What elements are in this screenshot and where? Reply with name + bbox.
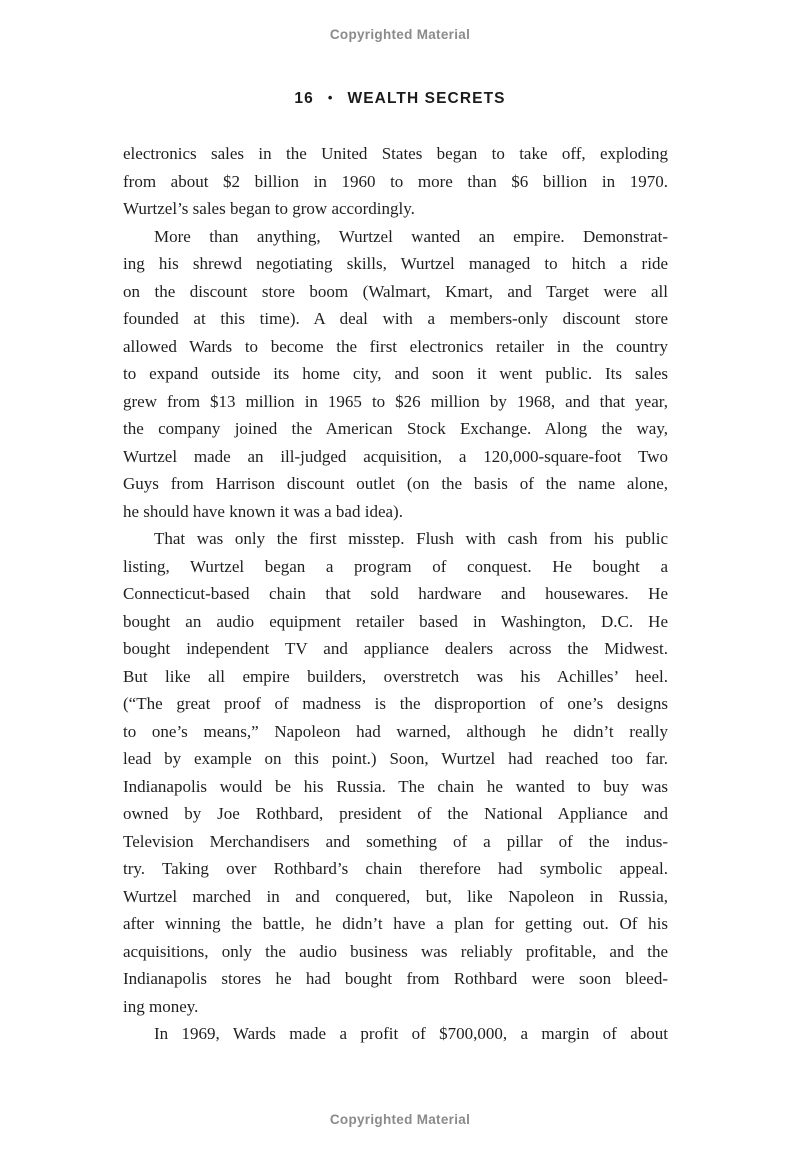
- page-number: 16: [294, 90, 314, 107]
- text-line: listing, Wurtzel began a program of conquest. He bought a: [123, 556, 668, 576]
- text-line: acquisitions, only the audio business was reliably profitable, and the: [123, 941, 668, 961]
- text-line: the company joined the American Stock Exchange. Along the way,: [123, 419, 668, 438]
- text-line: allowed Wards to become the first electronics retailer in the country: [123, 336, 668, 356]
- text-line: That was only the first misstep. Flush with cash from his public: [154, 529, 668, 548]
- text-line: try. Taking over Rothbard’s chain therefore had symbolic appeal.: [123, 859, 668, 878]
- running-head: [0, 90, 800, 108]
- text-line: More than anything, Wurtzel wanted an empire. Demonstrat-: [154, 226, 668, 246]
- text-line: Wurtzel marched in and conquered, but, like Napoleon in Russia,: [123, 886, 668, 906]
- text-line: bought an audio equipment retailer based in Washington, D.C. He: [123, 611, 668, 631]
- text-line: on the discount store boom (Walmart, Kmart, and Target were all: [123, 281, 668, 301]
- text-line: (“The great proof of madness is the disproportion of one’s designs: [123, 694, 668, 713]
- text-line: ing money.: [123, 996, 199, 1016]
- paragraph: [123, 1020, 668, 1048]
- bullet-separator: •: [327, 90, 334, 105]
- text-line: electronics sales in the United States began to take off, exploding: [123, 144, 668, 163]
- text-line: But like all empire builders, overstretch was his Achilles’ heel.: [123, 666, 668, 686]
- text-line: Wurtzel made an ill-judged acquisition, a 120,000-square-foot Two: [123, 446, 668, 466]
- text-line: In 1969, Wards made a profit of $700,000, a margin of about: [154, 1024, 668, 1043]
- paragraph: [123, 223, 668, 526]
- text-line: Indianapolis would be his Russia. The chain he wanted to buy was: [123, 776, 668, 796]
- text-line: after winning the battle, he didn’t have a plan for getting out. Of his: [123, 914, 668, 933]
- text-line: ing his shrewd negotiating skills, Wurtzel managed to hitch a ride: [123, 254, 668, 273]
- text-line: Television Merchandisers and something of a pillar of the indus-: [123, 831, 668, 851]
- text-line: from about $2 billion in 1960 to more than $6 billion in 1970.: [123, 171, 668, 191]
- body-text: [123, 140, 668, 1048]
- text-line: lead by example on this point.) Soon, Wurtzel had reached too far.: [123, 749, 668, 768]
- text-line: Wurtzel’s sales began to grow accordingly.: [123, 199, 415, 218]
- text-line: to one’s means,” Napoleon had warned, although he didn’t really: [123, 721, 668, 741]
- copyright-notice-bottom: Copyrighted Material: [329, 1112, 471, 1127]
- text-line: bought independent TV and appliance dealers across the Midwest.: [123, 639, 668, 658]
- copyright-notice-top: Copyrighted Material: [329, 27, 471, 42]
- text-line: Guys from Harrison discount outlet (on the basis of the name alone,: [123, 474, 668, 493]
- book-title: WEALTH SECRETS: [347, 90, 506, 107]
- text-line: he should have known it was a bad idea).: [123, 501, 403, 521]
- text-line: owned by Joe Rothbard, president of the National Appliance and: [123, 804, 668, 823]
- text-line: Indianapolis stores he had bought from Rothbard were soon bleed-: [123, 969, 668, 988]
- paragraph: [123, 140, 668, 223]
- text-line: grew from $13 million in 1965 to $26 million by 1968, and that year,: [123, 391, 668, 411]
- text-line: founded at this time). A deal with a members-only discount store: [123, 309, 668, 328]
- paragraph: [123, 525, 668, 1020]
- text-line: to expand outside its home city, and soon it went public. Its sales: [123, 364, 668, 383]
- text-line: Connecticut-based chain that sold hardware and housewares. He: [123, 584, 668, 603]
